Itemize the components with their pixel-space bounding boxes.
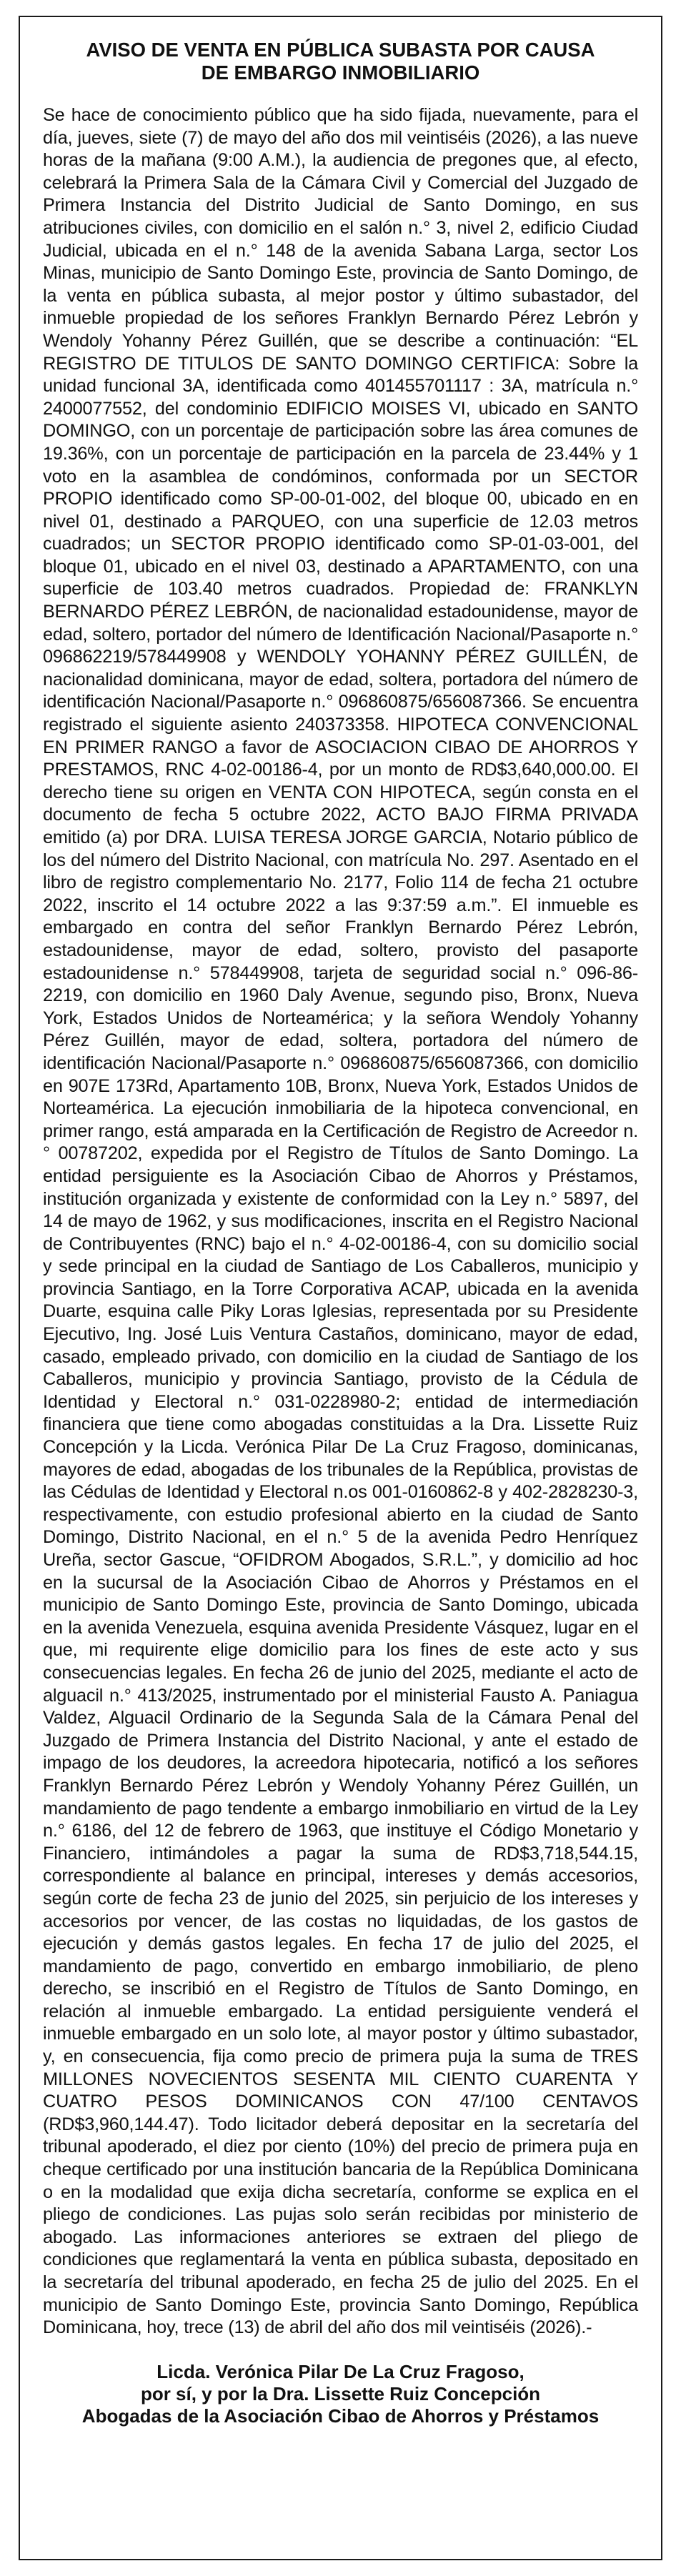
signature-line-2: por sí, y por la Dra. Lissette Ruiz Concepción [140,2382,541,2405]
notice-body: Se hace de conocimiento público que ha sido fijada, nuevamente, para el día, jueves, siete (7) de mayo del año dos mil veintiséis (2026), a las nueve horas de la mañana (9:00 A.M.), la audiencia de pregones que, al efecto, celebrará la Primera Sala de la Cámara Civil y Comercial del Juzgado de Primera Instancia del Distrito Judicial de Santo Domingo, en sus atribuciones civiles, con domicilio en el salón n.° 3, nivel 2, edificio Ciudad Judicial, ubicada en el n.° 148 de la avenida Sabana Larga, sector Los Minas, municipio de Santo Domingo Este, provincia de Santo Domingo, de la venta en pública subasta, al mejor postor y último subastador, del inmueble propiedad de los señores Franklyn Bernardo Pérez Lebrón y Wendoly Yohanny Pérez Guillén, que se describe a continuación: “EL REGISTRO DE TITULOS DE SANTO DOMINGO CERTIFICA: Sobre la unidad funcional 3A, identificada como 401455701117 : 3A, matrícula n.° 2400077552, del condominio EDIFICIO MOISES VI, ubicado en SANTO DOMINGO, con un porcentaje de participación sobre las área comunes de 19.36%, con un porcentaje de participación en la parcela de 23.44% y 1 voto en la asamblea de condóminos, conformada por un SECTOR PROPIO identificado como SP-00-01-002, del bloque 00, ubicado en en nivel 01, destinado a PARQUEO, con una superficie de 12.03 metros cuadrados; un SECTOR PROPIO identificado como SP-01-03-001, del bloque 01, ubicado en el nivel 03, destinado a APARTAMENTO, con una superficie de 103.40 metros cuadrados. Propiedad de: FRANKLYN BERNARDO PÉREZ LEBRÓN, de nacionalidad estadounidense, mayor de edad, soltero, portador del número de Identificación Nacional/Pasaporte n.° 096862219/578449908 y WENDOLY YOHANNY PÉREZ GUILLÉN, de nacionalidad dominicana, mayor de edad, soltera, portadora del número de identificación Nacional/Pasaporte n.° 096860875/656087366. Se encuentra registrado el siguiente asiento 240373358. HIPOTECA CONVENCIONAL EN PRIMER RANGO a favor de ASOCIACION CIBAO DE AHORROS Y PRESTAMOS, RNC 4-02-00186-4, por un monto de RD$3,640,000.00. El derecho tiene su origen en VENTA CON HIPOTECA, según consta en el documento de fecha 5 octubre 2022, ACTO BAJO FIRMA PRIVADA emitido (a) por DRA. LUISA TERESA JORGE GARCIA, Notario público de los del número del Distrito Nacional, con matrícula No. 297. Asentado en el libro de registro complementario No. 2177, Folio 114 de fecha 21 octubre 2022, inscrito el 14 octubre 2022 a las 9:37:59 a.m.”. El inmueble es embargado en contra del señor Franklyn Bernardo Pérez Lebrón, estadounidense, mayor de edad, soltero, provisto del pasaporte estadounidense n.° 578449908, tarjeta de seguridad social n.° 096-86-2219, con domicilio en 1960 Daly Avenue, segundo piso, Bronx, Nueva York, Estados Unidos de Norteamérica; y la señora Wendoly Yohanny Pérez Guillén, mayor de edad, soltera, portadora del número de identificación Nacional/Pasaporte n.° 096860875/656087366, con domicilio en 907E 173Rd, Apartamento 10B, Bronx, Nueva York, Estados Unidos de Norteamérica. La ejecución inmobiliaria de la hipoteca convencional, en primer rango, está amparada en la Certificación de Registro de Acreedor n.° 00787202, expedida por el Registro de Títulos de Santo Domingo. La entidad persiguiente es la Asociación Cibao de Ahorros y Préstamos, institución organizada y existente de conformidad con la Ley n.° 5897, del 14 de mayo de 1962, y sus modificaciones, inscrita en el Registro Nacional de Contribuyentes (RNC) bajo el n.° 4-02-00186-4, con su domicilio social y sede principal en la ciudad de Santiago de Los Caballeros, municipio y provincia Santiago, en la Torre Corporativa ACAP, ubicada en la avenida Duarte, esquina calle Piky Loras Iglesias, representada por su Presidente Ejecutivo, Ing. José Luis Ventura Castaños, dominicano, mayor de edad, casado, empleado privado, con domicilio en la ciudad de Santiago de los Caballeros, municipio y provincia Santiago, provisto de la Cédula de Identidad y Electoral n.° 031-0228980-2; entidad de intermediación financiera que tiene como abogadas constituidas a la Dra. Lissette Ruiz Concepción y la Licda. Verónica Pilar De La Cruz Fragoso, dominicanas, mayores de edad, abogadas de los tribunales de la República, provistas de las Cédulas de Identidad y Electoral n.os 001-0160862-8 y 402-2828230-3, respectivamente, con estudio profesional abierto en la ciudad de Santo Domingo, Distrito Nacional, en el n.° 5 de la avenida Pedro Henríquez Ureña, sector Gascue, “OFIDROM Abogados, S.R.L.”, y domicilio ad hoc en la sucursal de la Asociación Cibao de Ahorros y Préstamos en el municipio de Santo Domingo Este, provincia de Santo Domingo, ubicada en la avenida Venezuela, esquina avenida Presidente Vásquez, lugar en el que, mi requirente elige domicilio para los fines de este acto y sus consecuencias legales. En fecha 26 de junio del 2025, mediante el acto de alguacil n.° 413/2025, instrumentado por el ministerial Fausto A. Paniagua Valdez, Alguacil Ordinario de la Segunda Sala de la Cámara Penal del Juzgado de Primera Instancia del Distrito Nacional, y ante el estado de impago de los deudores, la acreedora hipotecaria, notificó a los señores Franklyn Bernardo Pérez Lebrón y Wendoly Yohanny Pérez Guillén, un mandamiento de pago tendente a embargo inmobiliario en virtud de la Ley n.° 6186, del 12 de febrero de 1963, que instituye el Código Monetario y Financiero, intimándoles a pagar la suma de RD$3,718,544.15, correspondiente al balance en principal, intereses y demás accesorios, según corte de fecha 23 de junio del 2025, sin perjuicio de los intereses y accesorios por vencer, de las costas no liquidadas, de los gastos de ejecución y demás gastos legales. En fecha 17 de julio del 2025, el mandamiento de pago, convertido en embargo inmobiliario, de pleno derecho, se inscribió en el Registro de Títulos de Santo Domingo, en relación al inmueble embargado. La entidad persiguiente venderá el inmueble embargado en un solo lote, al mayor postor y último subastador, y, en consecuencia, fija como precio de primera puja la suma de TRES MILLONES NOVECIENTOS SESENTA MIL CIENTO CUARENTA Y CUATRO PESOS DOMINICANOS CON 47/100 CENTAVOS (RD$3,960,144.47). Todo licitador deberá depositar en la secretaría del tribunal apoderado, el diez por ciento (10%) del precio de primera puja en cheque certificado por una institución bancaria de la República Dominicana o en la modalidad que exija dicha secretaría, conforme se explica en el pliego de condiciones. Las pujas solo serán recibidas por ministerio de abogado. Las informaciones anteriores se extraen del pliego de condiciones que reglamentará la venta en pública subasta, depositado en la secretaría del tribunal apoderado, en fecha 25 de julio del 2025. En el municipio de Santo Domingo Este, provincia Santo Domingo, República Dominicana, hoy, trece (13) de abril del año dos mil veintiséis (2026).- [43,105,638,2338]
notice-title-line-2: DE EMBARGO INMOBILIARIO [201,61,480,84]
signature-line-1: Licda. Verónica Pilar De La Cruz Fragoso, [156,2360,525,2382]
notice-title-line-1: AVISO DE VENTA EN PÚBLICA SUBASTA POR CAUSA [86,39,595,61]
notice-title [43,39,638,84]
signature-line-3: Abogadas de la Asociación Cibao de Ahorros y Préstamos [81,2405,600,2427]
legal-notice [19,16,662,2560]
signature-block [43,2361,638,2427]
